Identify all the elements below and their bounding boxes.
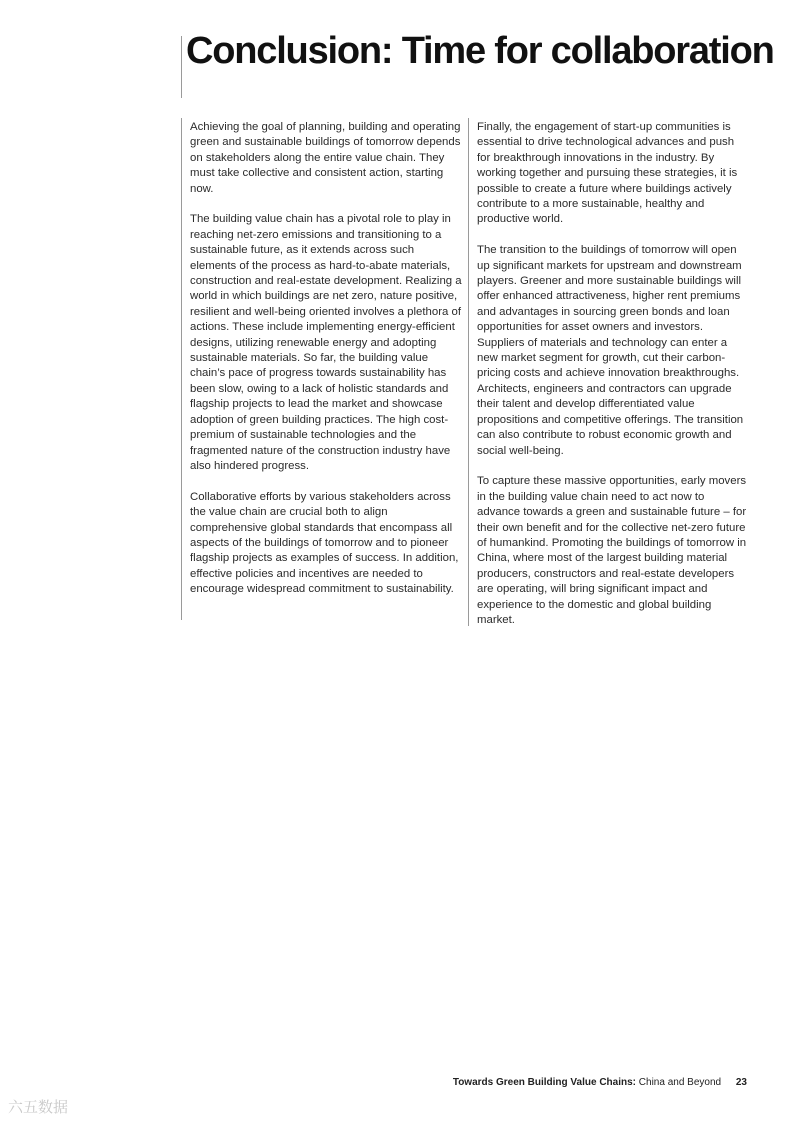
footer-report-subtitle: China and Beyond (638, 1077, 722, 1088)
right-column (477, 120, 749, 644)
footer-report-title: Towards Green Building Value Chains: (452, 1077, 637, 1088)
paragraph: The transition to the buildings of tomorrow will open up significant markets for upstream and downstream players. Greener and more sustainable buildings will offer enhanced attractiveness, higher rent premiums and advantages in sourcing green bonds and loan opportunities for asset owners and investors. Suppliers of materials and technology can enter a new market segment for growth, cut their carbon-pricing costs and achieve innovation breakthroughs. Architects, engineers and contractors can upgrade their talent and develop differentiated value propositions and competitive offerings. The transition can also contribute to robust economic growth and social well-being. (477, 244, 744, 457)
left-column-rule (181, 118, 182, 620)
middle-column-rule (468, 118, 469, 626)
paragraph: Achieving the goal of planning, building and operating green and sustainable buildings of tomorrow depends on stakeholders along the entire value chain. They must take collective and consistent action, starting now. (190, 121, 461, 195)
watermark: 六五数据 (8, 1099, 69, 1116)
paragraph: To capture these massive opportunities, early movers in the building value chain need to act now to advance towards a green and sustainable future – for their own benefit and for the collective net-zero future of humankind. Promoting the buildings of tomorrow in China, where most of the largest building material producers, constructors and real-estate developers are operating, will bring significant impact and experience to the domestic and global building market. (477, 475, 747, 626)
left-column (190, 120, 462, 613)
paragraph: Collaborative efforts by various stakeholders across the value chain are crucial both to align comprehensive global standards that encompass all aspects of the buildings of tomorrow and to pioneer flagship projects as examples of success. In addition, effective policies and incentives are needed to encourage widespread commitment to sustainability. (190, 490, 459, 596)
page-footer (453, 1077, 747, 1088)
paragraph: The building value chain has a pivotal role to play in reaching net-zero emissions and transitioning to a sustainable future, as it extends across such elements of the process as hard-to-abate materials, construction and real-estate development. Realizing a world in which buildings are net zero, nature positive, resilient and well-being oriented involves a plethora of actions. These include implementing energy-efficient designs, utilizing renewable energy and adopting sustainable materials. So far, the building value chain’s pace of progress towards sustainability has been slow, owing to a lack of holistic standards and flagship projects to lead the market and showcase adoption of green building practices. The high cost-premium of sustainable technologies and the fragmented nature of the construction industry have also hindered progress. (190, 213, 462, 472)
page-title: Conclusion: Time for collaboration (186, 30, 774, 72)
paragraph: Finally, the engagement of start-up communities is essential to drive technological advances and push for breakthrough innovations in the industry. By working together and pursuing these strategies, it is possible to create a future where buildings actively contribute to a more sustainable, healthy and productive world. (477, 121, 738, 226)
title-rule (181, 36, 182, 98)
page-number: 23 (735, 1077, 747, 1088)
